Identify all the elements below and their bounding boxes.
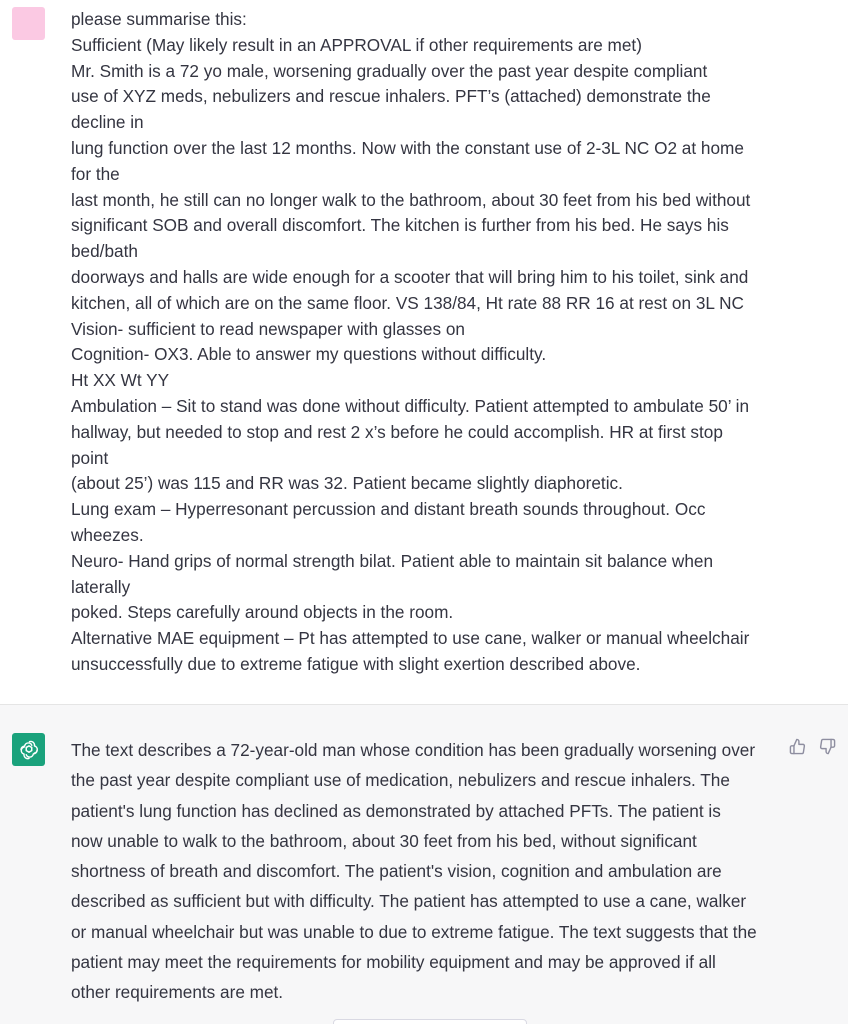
user-line: Lung exam – Hyperresonant percussion and distant breath sounds throughout. Occ	[71, 499, 706, 520]
thumbs-up-icon[interactable]	[788, 737, 806, 755]
user-line: bed/bath	[71, 241, 138, 262]
user-line: point	[71, 447, 109, 468]
assistant-line: described as sufficient but with difficulty. The patient has attempted to use a cane, walker	[71, 891, 747, 912]
assistant-line: the past year despite compliant use of medication, nebulizers and rescue inhalers. The	[71, 770, 730, 791]
user-line: doorways and halls are wide enough for a scooter that will bring him to his toilet, sink and	[71, 266, 749, 287]
thumbs-down-icon[interactable]	[818, 737, 836, 755]
assistant-line: other requirements are met.	[71, 982, 284, 1003]
user-line: Alternative MAE equipment – Pt has attempted to use cane, walker or manual wheelchair	[71, 628, 750, 649]
assistant-line: or manual wheelchair but was unable to due to extreme fatigue. The text suggests that the	[71, 921, 757, 942]
assistant-message	[0, 704, 848, 1024]
user-line: decline in	[71, 112, 144, 133]
user-line: for the	[71, 163, 120, 184]
user-line: please summarise this:	[71, 9, 247, 29]
user-line: wheezes.	[71, 524, 144, 545]
user-line: poked. Steps carefully around objects in the room.	[71, 602, 454, 623]
user-line: (about 25’) was 115 and RR was 32. Patient became slightly diaphoretic.	[71, 473, 623, 494]
user-line: laterally	[71, 576, 131, 597]
user-line: hallway, but needed to stop and rest 2 x’s before he could accomplish. HR at first stop	[71, 421, 723, 442]
user-line: Cognition- OX3. Able to answer my questions without difficulty.	[71, 344, 547, 365]
user-line: Sufficient (May likely result in an APPROVAL if other requirements are met)	[71, 34, 642, 55]
user-line: lung function over the last 12 months. Now with the constant use of 2-3L NC O2 at home	[71, 137, 744, 158]
regenerate-button[interactable]	[333, 1019, 527, 1024]
assistant-line: shortness of breath and discomfort. The patient's vision, cognition and ambulation are	[71, 861, 722, 882]
user-avatar	[12, 7, 45, 40]
user-line: Mr. Smith is a 72 yo male, worsening gradually over the past year despite compliant	[71, 60, 708, 81]
user-line: last month, he still can no longer walk to the bathroom, about 30 feet from his bed without	[71, 189, 751, 210]
user-line: significant SOB and overall discomfort. The kitchen is further from his bed. He says his	[71, 215, 729, 236]
user-line: Vision- sufficient to read newspaper with glasses on	[71, 318, 465, 339]
assistant-line: The text describes a 72-year-old man whose condition has been gradually worsening over	[71, 740, 756, 760]
user-line: Neuro- Hand grips of normal strength bilat. Patient able to maintain sit balance when	[71, 550, 714, 571]
feedback-buttons	[788, 737, 836, 755]
openai-logo-icon	[12, 733, 45, 766]
user-message-text	[71, 7, 781, 678]
assistant-line: patient may meet the requirements for mobility equipment and may be approved if all	[71, 952, 716, 973]
assistant-line: now unable to walk to the bathroom, about 30 feet from his bed, without significant	[71, 830, 697, 851]
user-line: unsuccessfully due to extreme fatigue with slight exertion described above.	[71, 653, 641, 674]
assistant-message-text	[71, 735, 781, 1008]
user-line: use of XYZ meds, nebulizers and rescue inhalers. PFT’s (attached) demonstrate the	[71, 86, 711, 107]
user-line: Ambulation – Sit to stand was done without difficulty. Patient attempted to ambulate 50’ in	[71, 395, 750, 416]
assistant-line: patient's lung function has declined as demonstrated by attached PFTs. The patient is	[71, 800, 721, 821]
user-line: Ht XX Wt YY	[71, 370, 170, 391]
user-line: kitchen, all of which are on the same floor. VS 138/84, Ht rate 88 RR 16 at rest on 3L NC	[71, 292, 744, 313]
